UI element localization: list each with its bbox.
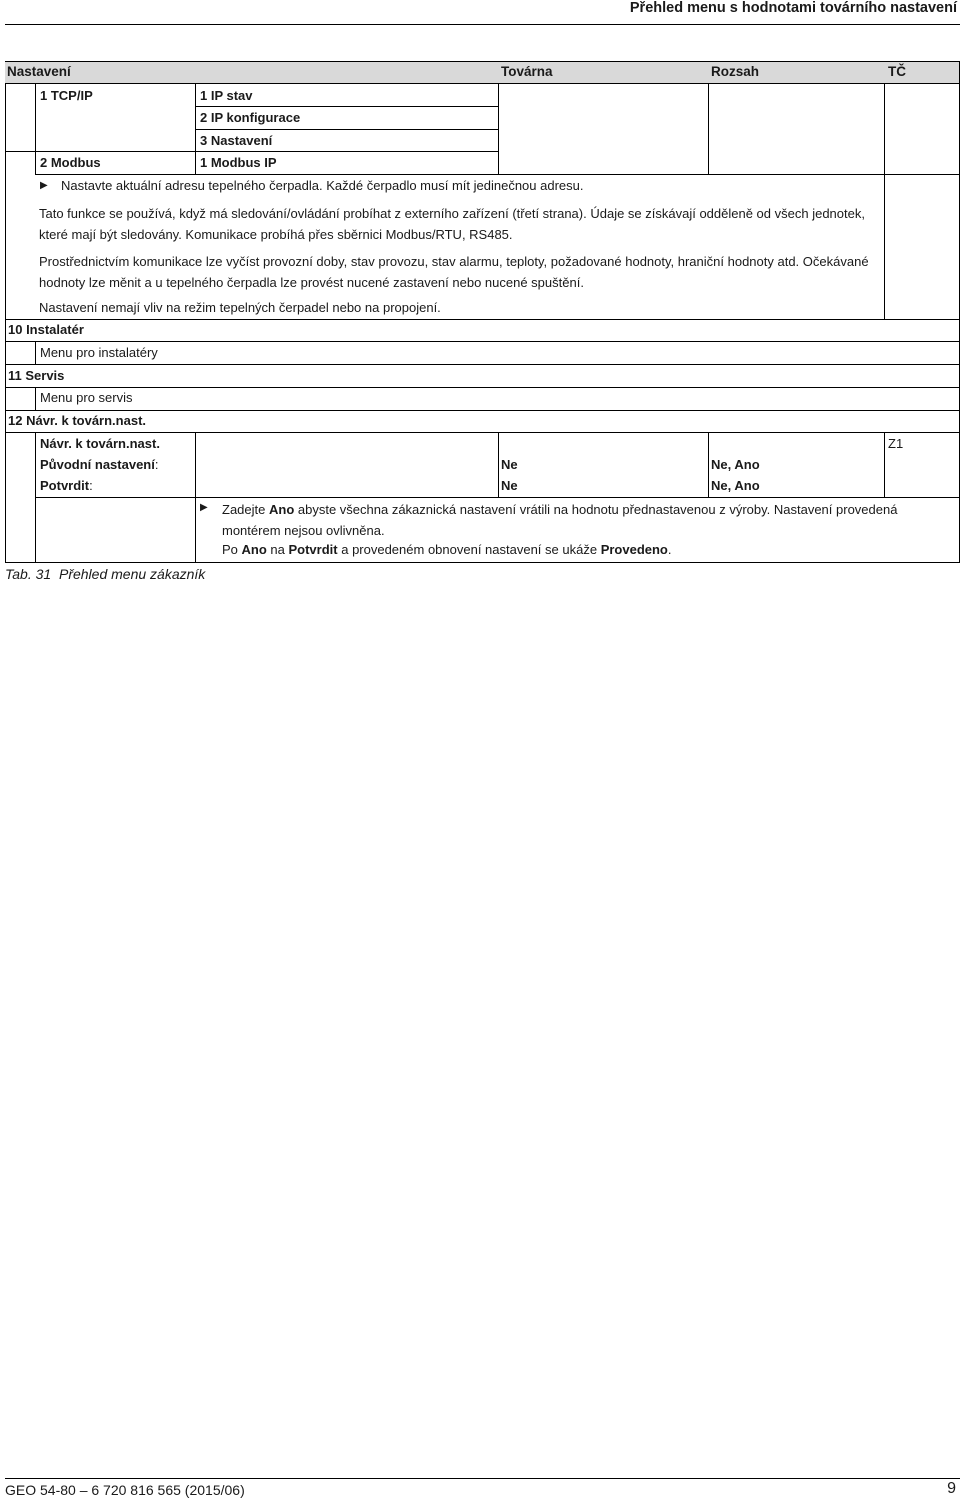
- grid-line: [5, 151, 498, 152]
- reset-result: [222, 542, 672, 557]
- grid-line: [5, 432, 959, 433]
- reset-result-part: Po: [222, 542, 242, 557]
- menu-item-nastaveni: 3 Nastavení: [200, 133, 273, 148]
- footer-rule: [5, 1478, 960, 1479]
- reset-instruction: [222, 499, 957, 541]
- page-header-title: Přehled menu s hodnotami továrního nastavení: [629, 0, 957, 16]
- menu-item-navr-sub: Návr. k továrn.nast.: [40, 436, 160, 451]
- puvodni-nastaveni-row: [40, 457, 159, 472]
- grid-line: [884, 432, 885, 497]
- menu-item-instalater-sub: Menu pro instalatéry: [40, 345, 158, 360]
- header-rule: [5, 24, 960, 25]
- reset-result-potvrdit: Potvrdit: [288, 542, 338, 557]
- grid-line: [498, 84, 499, 174]
- grid-line: [195, 106, 498, 107]
- puvodni-nastaveni-range: Ne, Ano: [711, 457, 760, 472]
- menu-item-instalater: 10 Instalatér: [8, 322, 84, 337]
- potvrdit-range: Ne, Ano: [711, 478, 760, 493]
- menu-item-tcpip: 1 TCP/IP: [40, 88, 93, 103]
- menu-item-modbus: 2 Modbus: [40, 155, 101, 170]
- grid-line: [195, 129, 498, 130]
- menu-item-servis: 11 Servis: [8, 368, 65, 383]
- reset-instruction-ano: Ano: [268, 502, 295, 517]
- reset-result-part: .: [667, 542, 672, 557]
- potvrdit-row: [40, 478, 93, 493]
- column-header-rozsah: Rozsah: [711, 64, 760, 79]
- modbus-description-2: Prostřednictvím komunikace lze vyčíst provozní doby, stav provozu, stav alarmu, teploty, požadované hodnoty, hraniční hodnoty atd. Očekávané hodnoty lze měnit a u tepelného čerpadla lze provést nucené zastavení nebo nucené spuštění.: [39, 254, 869, 290]
- menu-item-servis-sub: Menu pro servis: [40, 390, 133, 405]
- grid-line: [884, 84, 885, 319]
- puvodni-nastaveni-factory: Ne: [501, 457, 518, 472]
- grid-line: [35, 387, 36, 410]
- reset-result-part: a provedeném obnovení nastavení se ukáže: [337, 542, 601, 557]
- puvodni-nastaveni-label: Původní nastavení: [40, 457, 155, 472]
- grid-line: [5, 319, 959, 320]
- reset-instruction-part: Zadejte: [222, 502, 269, 517]
- grid-line: [5, 84, 6, 563]
- column-header-nastaveni: Nastavení: [7, 64, 71, 79]
- grid-line: [708, 432, 709, 497]
- grid-line: [5, 341, 959, 342]
- grid-line: [498, 432, 499, 497]
- menu-item-navr: 12 Návr. k továrn.nast.: [8, 413, 147, 428]
- modbus-description-1: Tato funkce se používá, když má sledování/ovládání probíhat z externího zařízení (třetí strana). Údaje se získávají odděleně od všech jednotek, které mají být sledovány. Komunikace probíhá přes sběrnici Modbus/RTU, RS485.: [39, 206, 865, 242]
- puvodni-nastaveni-colon: :: [154, 457, 159, 472]
- reset-result-provedeno: Provedeno: [600, 542, 668, 557]
- reset-result-ano: Ano: [241, 542, 267, 557]
- table-caption-text: Přehled menu zákazník: [58, 566, 206, 582]
- grid-line: [708, 84, 709, 174]
- reset-instruction-part: abyste všechna zákaznická nastavení vrátili na hodnotu přednastavenou z výroby. Nastavení provedená montérem nejsou ovlivněna.: [222, 502, 898, 538]
- footer-page-number: 9: [947, 1480, 956, 1497]
- grid-line: [5, 387, 959, 388]
- table-caption: [5, 566, 205, 582]
- grid-line: [5, 364, 959, 365]
- grid-line: [35, 497, 959, 498]
- grid-line: [35, 84, 36, 174]
- grid-line: [35, 174, 959, 175]
- triangle-right-icon: ▶: [40, 180, 48, 191]
- modbus-instruction: Nastavte aktuální adresu tepelného čerpadla. Každé čerpadlo musí mít jedinečnou adresu.: [61, 178, 584, 193]
- grid-line: [5, 410, 959, 411]
- menu-item-modbus-ip: 1 Modbus IP: [200, 155, 277, 170]
- potvrdit-colon: :: [89, 478, 93, 493]
- grid-line: [35, 341, 36, 364]
- grid-line: [5, 562, 960, 563]
- modbus-description-3: Nastavení nemají vliv na režim tepelných čerpadel nebo na propojení.: [39, 300, 441, 315]
- table-caption-prefix: Tab. 31: [5, 566, 52, 582]
- column-header-tc: TČ: [888, 64, 906, 79]
- potvrdit-factory: Ne: [501, 478, 518, 493]
- reset-result-part: na: [266, 542, 289, 557]
- table-header-row: [5, 61, 959, 84]
- triangle-right-icon: ▶: [200, 502, 208, 513]
- menu-item-ip-stav: 1 IP stav: [200, 88, 253, 103]
- column-header-tovarna: Továrna: [501, 64, 553, 79]
- menu-item-ip-konfigurace: 2 IP konfigurace: [200, 110, 301, 125]
- potvrdit-label: Potvrdit: [40, 478, 90, 493]
- footer-document-id: GEO 54-80 – 6 720 816 565 (2015/06): [5, 1482, 245, 1498]
- tc-value: Z1: [888, 436, 904, 451]
